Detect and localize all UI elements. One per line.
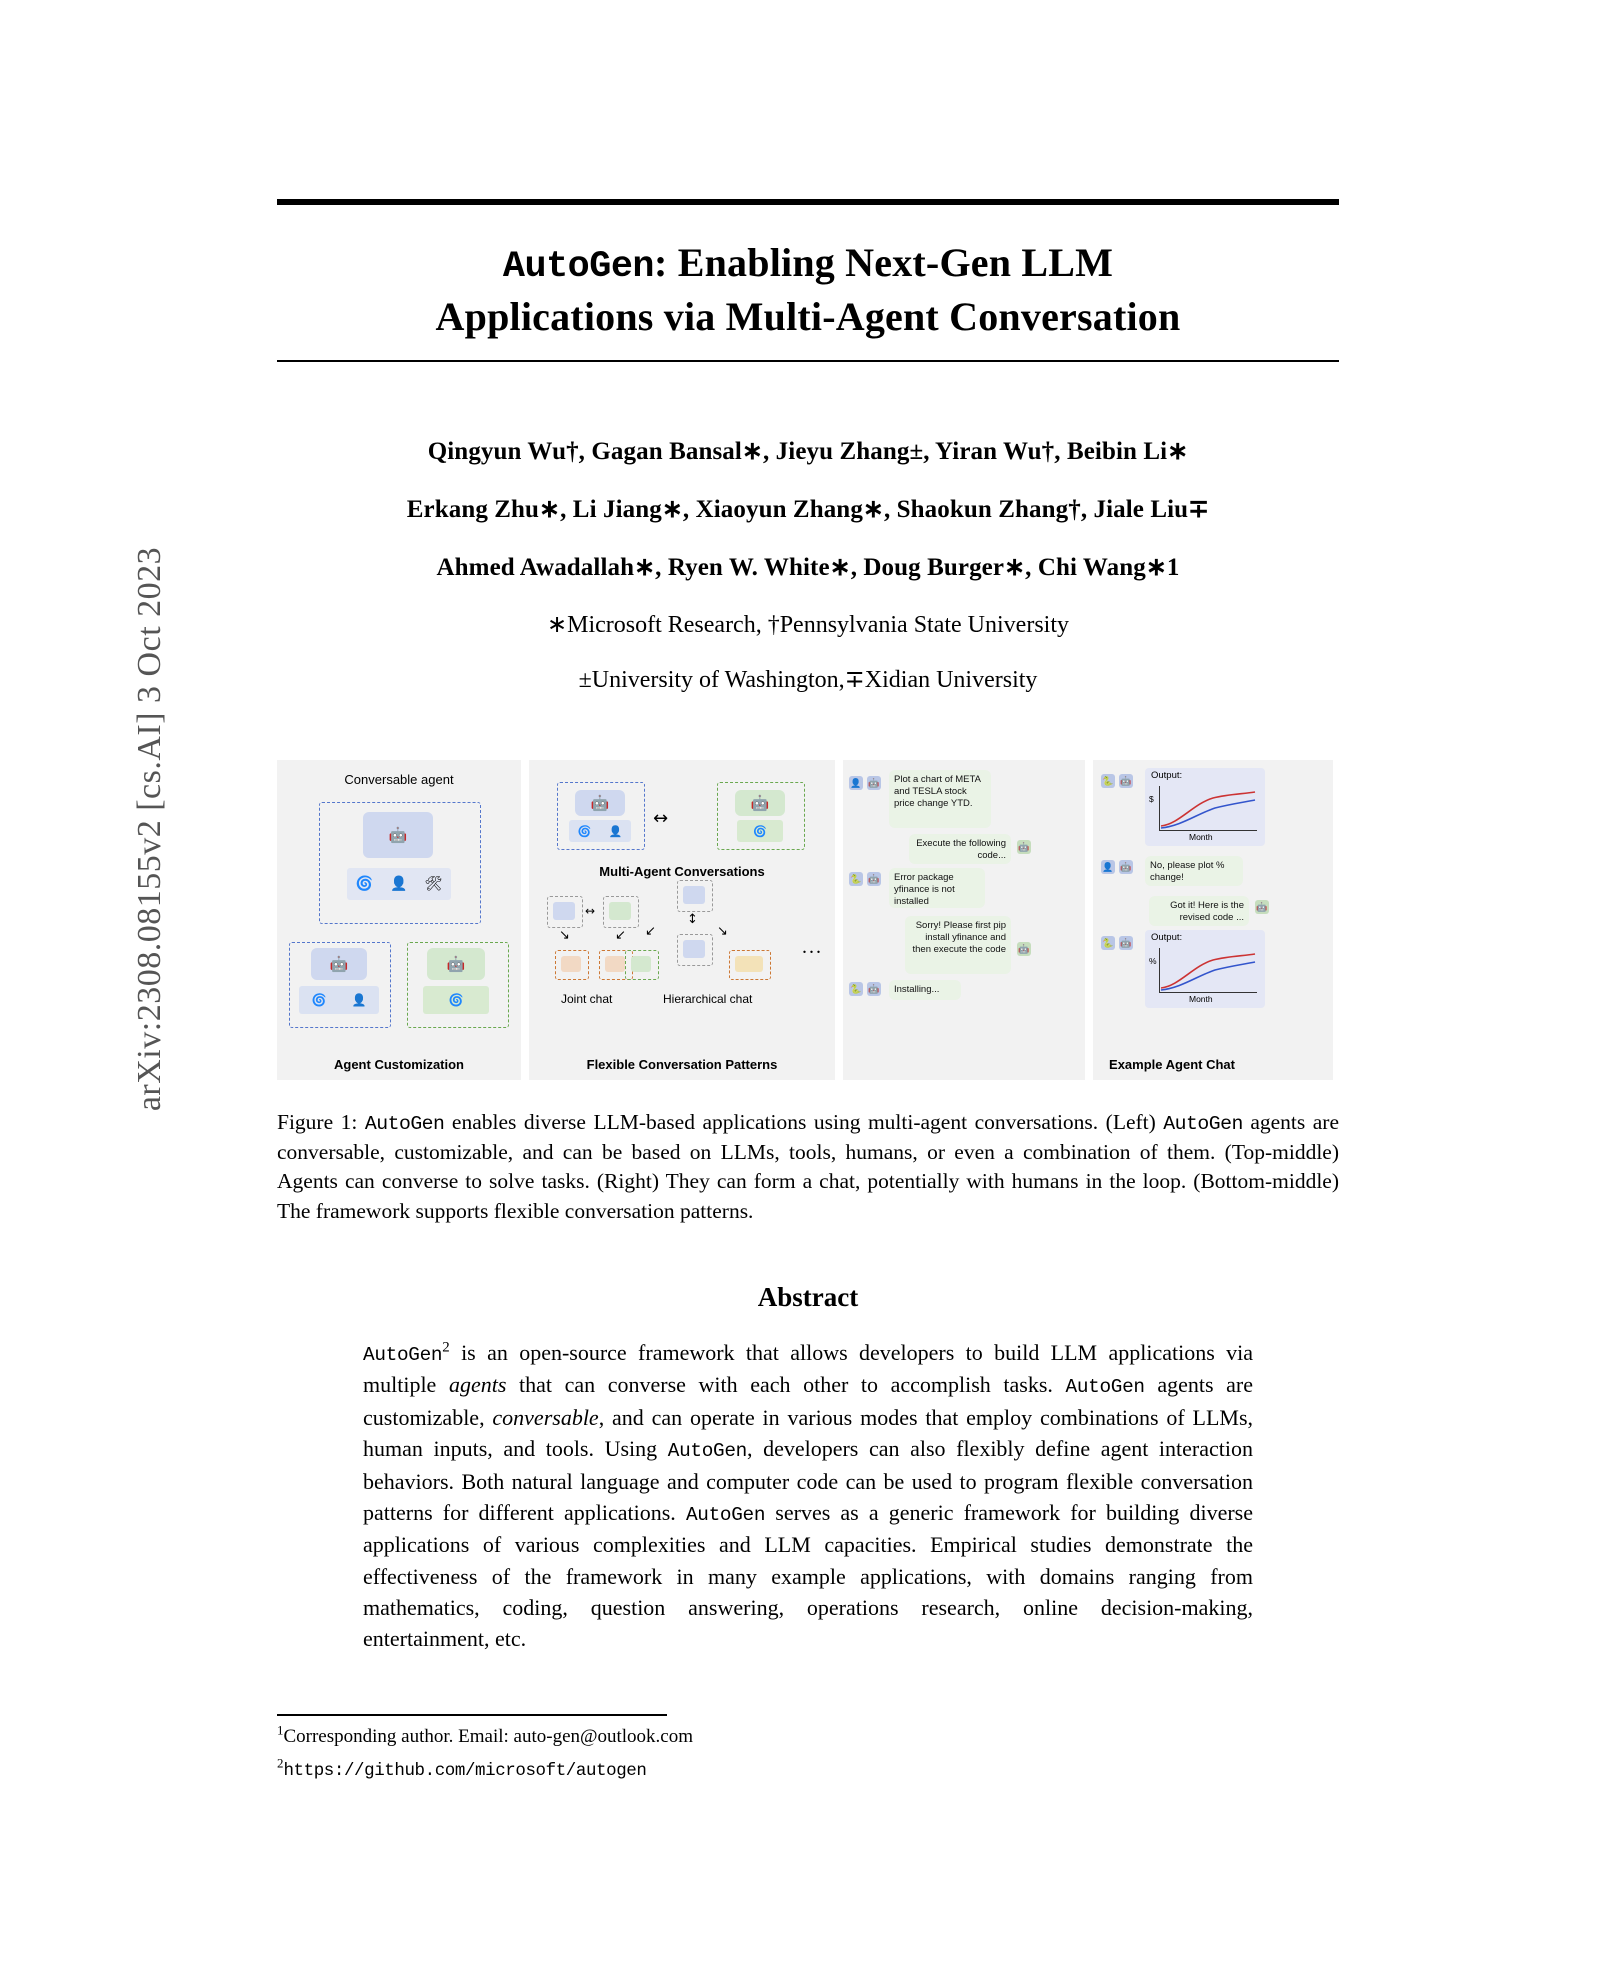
chart1-lines bbox=[1159, 786, 1259, 832]
footnote-2-url[interactable]: https://github.com/microsoft/autogen bbox=[283, 1761, 647, 1782]
abstract-fragment-4: that can converse with each other to accomplish tasks. bbox=[506, 1372, 1066, 1398]
hier-arrow-left: ↙ bbox=[645, 924, 656, 940]
capability-chips bbox=[347, 868, 451, 900]
abstract-fragment-11: AutoGen bbox=[685, 1503, 766, 1526]
footnote-1 bbox=[277, 1724, 1339, 1750]
title-rest: : Enabling Next-Gen LLM bbox=[654, 240, 1114, 285]
abstract-fragment-2: is an open-source framework that allows developers to build LLM applications via multiple bbox=[363, 1339, 1253, 1398]
chart2-lines bbox=[1159, 948, 1259, 994]
hier-leaf-1-chip bbox=[631, 956, 651, 972]
agent-avatar-10: 🤖 bbox=[1119, 860, 1133, 874]
agent-avatar-5: 🤖 bbox=[1017, 942, 1031, 956]
hier-mid-chip bbox=[683, 940, 705, 958]
figure-panel-customization bbox=[277, 760, 521, 1080]
agent-avatar-2: 🤖 bbox=[1017, 840, 1031, 854]
footnote-2-marker: 2 bbox=[277, 1756, 284, 1772]
robot-icon: 🤖 bbox=[363, 812, 433, 858]
paper-column bbox=[277, 0, 1339, 1784]
abstract-body bbox=[363, 1337, 1253, 1654]
page-title bbox=[277, 237, 1339, 342]
chat-bubble-6: No, please plot % change! bbox=[1145, 856, 1243, 886]
figure-caption-text-b: agents are conversable, customizable, and can be based on LLMs, tools, humans, or even a combination of them. (Top-middle) Agents can converse to solve tasks. (Right) They can form a chat, potentially with humans in the loop. (Bottom-middle) The framework supports flexible conversation patterns. bbox=[277, 1110, 1340, 1223]
abstract-fragment-7: conversable bbox=[492, 1404, 599, 1430]
author-line-2: Erkang Zhu∗, Li Jiang∗, Xiaoyun Zhang∗, Shaokun Zhang†, Jiale Liu∓ bbox=[406, 496, 1210, 524]
abstract-fragment-6: agents are customizable, bbox=[363, 1372, 1254, 1430]
title-rule-top bbox=[277, 199, 1339, 205]
chart2-x-label: Month bbox=[1189, 994, 1213, 1005]
joint-node-4-chip bbox=[605, 956, 625, 972]
title-rule-bottom bbox=[277, 360, 1339, 362]
affiliation-line-1: ∗Microsoft Research, †Pennsylvania State University bbox=[547, 612, 1069, 639]
author-block bbox=[277, 436, 1339, 694]
abstract-fragment-12: serves as a generic framework for building diverse applications of various complexities and LLM capacities. Empirical studies demonstrate the effectiveness of the framework in many example applications, with domains ranging from mathematics, coding, question answering, operations research, online decision-making, entertainment, etc. bbox=[363, 1499, 1253, 1651]
figure-panel-chat-right bbox=[1093, 760, 1333, 1080]
agent-avatar-13: 🤖 bbox=[1119, 936, 1133, 950]
agent-avatar-4: 🤖 bbox=[867, 872, 881, 886]
chat-bubble-1: Plot a chart of META and TESLA stock price change YTD. bbox=[889, 770, 991, 828]
chat-bubble-4: Sorry! Please first pip install yfinance and then execute the code bbox=[905, 916, 1011, 974]
agent-avatar-7: 🤖 bbox=[867, 982, 881, 996]
joint-node-2-chip bbox=[609, 902, 631, 920]
abstract-heading: Abstract bbox=[757, 1281, 859, 1312]
label-hierarchical-chat: Hierarchical chat bbox=[663, 992, 753, 1007]
output-label-2: Output: bbox=[1151, 932, 1183, 944]
hier-arrow-right: ↘ bbox=[717, 924, 728, 940]
joint-node-1-chip bbox=[553, 902, 575, 920]
panel3-caption: Example Agent Chat bbox=[1109, 1057, 1235, 1073]
figure-1 bbox=[277, 760, 1339, 1080]
robot-icon-a: 🤖 bbox=[575, 790, 625, 816]
capability-chips-2 bbox=[299, 986, 379, 1014]
abstract-fragment-9: AutoGen bbox=[667, 1440, 747, 1463]
llm-icon-a: 🌀 bbox=[577, 825, 592, 838]
agent-avatar-8: 🐍 bbox=[1101, 774, 1115, 788]
agent-avatar-12: 🐍 bbox=[1101, 936, 1115, 950]
chat-bubble-7: Got it! Here is the revised code ... bbox=[1149, 896, 1249, 926]
figure-panel-chat-left bbox=[843, 760, 1085, 1080]
title-line2: Applications via Multi-Agent Conversation bbox=[435, 294, 1181, 340]
joint-arrow-1: ↔ bbox=[585, 904, 596, 919]
abstract-fragment-10: , developers can also flexibly define agent interaction behaviors. Both natural language and computer code can be used to program flexible conversation patterns for different applications. bbox=[363, 1436, 1253, 1525]
llm-icon: 🌀 bbox=[355, 876, 373, 892]
agent-avatar-1: 🤖 bbox=[867, 776, 881, 790]
chat-bubble-3: Error package yfinance is not installed bbox=[889, 868, 985, 908]
human-avatar-2: 👤 bbox=[1101, 860, 1115, 874]
figure-caption-mono-2: AutoGen bbox=[1163, 1113, 1243, 1136]
abstract-fragment-3: agents bbox=[448, 1372, 507, 1398]
label-joint-chat: Joint chat bbox=[561, 992, 613, 1007]
footnote-rule bbox=[277, 1714, 667, 1716]
footnote-2 bbox=[277, 1757, 1339, 1784]
panel2-caption: Flexible Conversation Patterns bbox=[586, 1057, 778, 1073]
joint-arrow-3: ↙ bbox=[615, 928, 626, 944]
panel2-title: Multi-Agent Conversations bbox=[599, 864, 765, 880]
panel1-caption: Agent Customization bbox=[334, 1057, 464, 1073]
robot-icon-green: 🤖 bbox=[427, 948, 485, 980]
robot-icon-2: 🤖 bbox=[311, 948, 367, 980]
footnote-1-text: Corresponding author. Email: auto-gen@outlook.com bbox=[283, 1725, 694, 1747]
output-label-1: Output: bbox=[1151, 770, 1183, 782]
human-icon-a: 👤 bbox=[608, 825, 623, 838]
figure-caption-mono-1: AutoGen bbox=[364, 1113, 445, 1136]
chart1-x-label: Month bbox=[1189, 832, 1213, 843]
hier-arrow-down: ↕ bbox=[687, 912, 698, 928]
llm-icon-3: 🌀 bbox=[423, 986, 489, 1014]
llm-icon-2: 🌀 bbox=[311, 992, 327, 1007]
figure-caption-text-a: enables diverse LLM-based applications using multi-agent conversations. (Left) bbox=[444, 1110, 1164, 1135]
agent-avatar-11: 🤖 bbox=[1255, 900, 1269, 914]
chat-bubble-5: Installing... bbox=[889, 980, 961, 1000]
figure-panel-patterns bbox=[529, 760, 835, 1080]
robot-icon-b: 🤖 bbox=[735, 790, 785, 816]
tools-icon: 🛠 bbox=[424, 876, 443, 892]
human-avatar-1: 👤 bbox=[849, 776, 863, 790]
figure-caption bbox=[277, 1108, 1339, 1226]
title-mono: AutoGen bbox=[502, 246, 654, 288]
chart2-y-label: % bbox=[1149, 956, 1157, 967]
affiliation-line-2: ±University of Washington,∓Xidian University bbox=[578, 667, 1038, 694]
panel1-header: Conversable agent bbox=[344, 772, 454, 788]
joint-arrow-2: ↘ bbox=[559, 928, 570, 944]
abstract-fragment-8: , and can operate in various modes that employ combinations of LLMs, human inputs, and tools. Using bbox=[363, 1404, 1253, 1462]
human-icon: 👤 bbox=[390, 876, 408, 892]
abstract-fragment-5: AutoGen bbox=[1065, 1376, 1145, 1399]
author-line-3: Ahmed Awadallah∗, Ryen W. White∗, Doug Burger∗, Chi Wang∗1 bbox=[436, 554, 1180, 582]
chart1-y-label: $ bbox=[1149, 794, 1154, 805]
footnote-1-marker: 1 bbox=[277, 1722, 284, 1738]
bidirectional-arrow: ↔ bbox=[653, 808, 669, 830]
llm-icon-b: 🌀 bbox=[737, 820, 783, 842]
panel2-ellipsis: ... bbox=[802, 936, 823, 959]
hier-root-chip bbox=[683, 886, 705, 904]
chat-bubble-2: Execute the following code... bbox=[909, 834, 1011, 864]
abstract-fragment-0: AutoGen bbox=[363, 1343, 443, 1366]
arxiv-stamp: arXiv:2308.08155v2 [cs.AI] 3 Oct 2023 bbox=[131, 546, 168, 1112]
agent-avatar-3: 🐍 bbox=[849, 872, 863, 886]
joint-node-3-chip bbox=[561, 956, 581, 972]
caps-a bbox=[569, 820, 631, 842]
hier-leaf-2-chip bbox=[735, 956, 763, 972]
agent-avatar-6: 🐍 bbox=[849, 982, 863, 996]
figure-caption-label: Figure 1: bbox=[277, 1110, 365, 1135]
author-line-1: Qingyun Wu†, Gagan Bansal∗, Jieyu Zhang±, Yiran Wu†, Beibin Li∗ bbox=[427, 438, 1189, 466]
agent-avatar-9: 🤖 bbox=[1119, 774, 1133, 788]
human-icon-2: 👤 bbox=[351, 992, 367, 1007]
abstract-fragment-1: 2 bbox=[442, 1339, 450, 1356]
